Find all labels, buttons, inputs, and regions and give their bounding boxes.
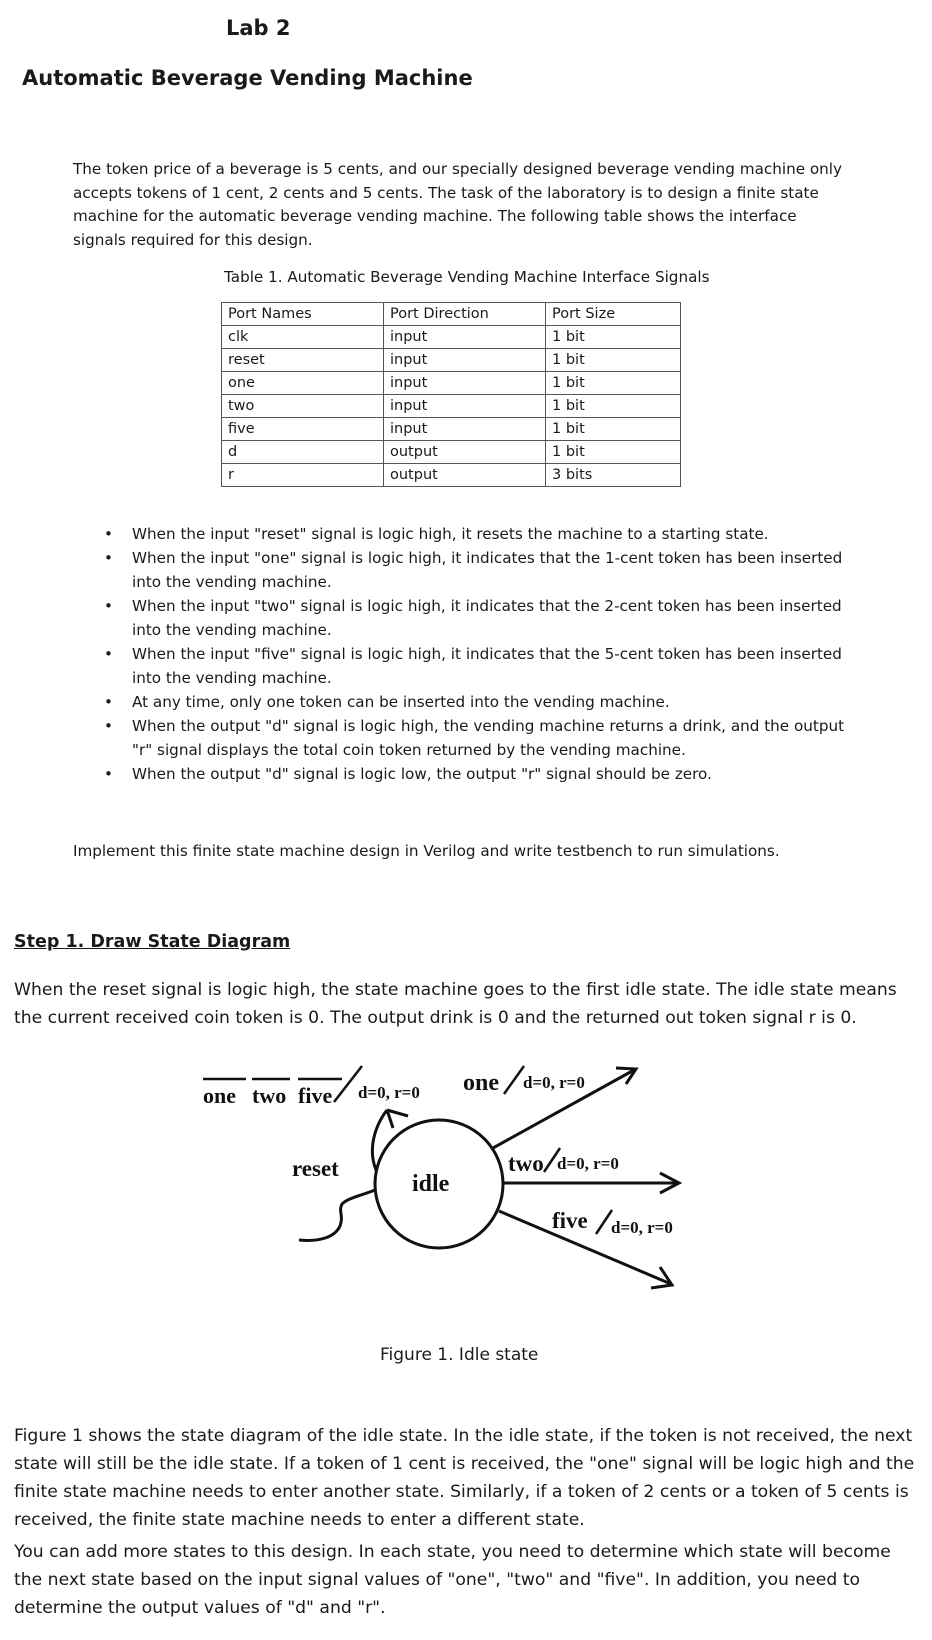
table-cell: input: [384, 349, 546, 372]
document-title: Automatic Beverage Vending Machine: [22, 66, 473, 90]
reset-arrow: [299, 1190, 375, 1240]
table-header-row: [222, 303, 681, 326]
table-cell: 1 bit: [546, 418, 681, 441]
step1-paragraph: When the reset signal is logic high, the state machine goes to the first idle state. The idle state means the current received coin token is 0. The output drink is 0 and the returned out token signal r is 0.: [14, 980, 897, 1028]
table-cell: clk: [222, 326, 384, 349]
figure-explanation-paragraph: Figure 1 shows the state diagram of the idle state. In the idle state, if the token is not received, the next state will still be the idle state. If a token of 1 cent is received, the "one" signal will be logic high and the finite state machine needs to enter another state. Similarly, if a token of 2 cents or a token of 5 cents is received, the finite state machine needs to enter a different state.: [14, 1426, 915, 1530]
table-cell: input: [384, 326, 546, 349]
signal-description-list: [100, 522, 858, 786]
five-transition-output: d=0, r=0: [611, 1218, 673, 1237]
table-cell: 1 bit: [546, 395, 681, 418]
table-cell: d: [222, 441, 384, 464]
table-row: [222, 349, 681, 372]
reset-label: reset: [292, 1156, 339, 1181]
list-item: • When the input "reset" signal is logic high, it resets the machine to a starting state.: [100, 522, 858, 546]
table-cell: output: [384, 441, 546, 464]
list-item: • When the input "five" signal is logic high, it indicates that the 5-cent token has been inserted into the vending machine.: [100, 642, 858, 690]
self-loop-input-one: one: [203, 1083, 236, 1108]
table-row: [222, 418, 681, 441]
list-item: • When the output "d" signal is logic high, the vending machine returns a drink, and the output "r" signal displays the total coin token returned by the vending machine.: [100, 714, 858, 762]
table-cell: input: [384, 395, 546, 418]
table-row: [222, 372, 681, 395]
list-item: • At any time, only one token can be inserted into the vending machine.: [100, 690, 858, 714]
table-row: [222, 441, 681, 464]
table-cell: input: [384, 418, 546, 441]
table-row: [222, 464, 681, 487]
table-row: [222, 395, 681, 418]
table-cell: 3 bits: [546, 464, 681, 487]
additional-states-paragraph: You can add more states to this design. In each state, you need to determine which state will become the next state based on the input signal values of "one", "two" and "five". In addition, you need to determine the output values of "d" and "r".: [14, 1542, 891, 1618]
column-header: Port Size: [546, 303, 681, 326]
list-item: • When the input "one" signal is logic high, it indicates that the 1-cent token has been inserted into the vending machine.: [100, 546, 858, 594]
self-loop-output: d=0, r=0: [358, 1083, 420, 1102]
slash-five: [596, 1210, 612, 1234]
one-transition-input: one: [463, 1070, 499, 1096]
self-loop-input-two: two: [252, 1083, 287, 1108]
two-transition-input: two: [508, 1151, 544, 1176]
intro-paragraph: The token price of a beverage is 5 cents, and our specially designed beverage vending machine only accepts tokens of 1 cent, 2 cents and 5 cents. The task of the laboratory is to design a finite state machine for the automatic beverage vending machine. The following table shows the interface signals required for this design.: [73, 160, 842, 249]
table-cell: one: [222, 372, 384, 395]
self-loop-input-five: five: [298, 1083, 333, 1108]
figure-caption: Figure 1. Idle state: [380, 1345, 539, 1365]
table-cell: two: [222, 395, 384, 418]
slash-one: [504, 1066, 524, 1094]
five-transition-input: five: [552, 1208, 588, 1233]
column-header: Port Names: [222, 303, 384, 326]
idle-state-label: idle: [412, 1171, 450, 1197]
table-row: [222, 326, 681, 349]
self-loop-arrowhead: [387, 1110, 408, 1128]
table-cell: five: [222, 418, 384, 441]
table-cell: 1 bit: [546, 326, 681, 349]
table-cell: reset: [222, 349, 384, 372]
column-header: Port Direction: [384, 303, 546, 326]
table-cell: output: [384, 464, 546, 487]
interface-signals-table: [221, 302, 681, 487]
table-cell: 1 bit: [546, 372, 681, 395]
one-transition-output: d=0, r=0: [523, 1073, 585, 1092]
idle-state-diagram: [190, 1052, 730, 1312]
list-item: • When the input "two" signal is logic high, it indicates that the 2-cent token has been inserted into the vending machine.: [100, 594, 858, 642]
two-transition-output: d=0, r=0: [557, 1154, 619, 1173]
table-cell: 1 bit: [546, 441, 681, 464]
lab-number: Lab 2: [226, 16, 291, 40]
step1-heading: Step 1. Draw State Diagram: [14, 932, 291, 952]
table-cell: r: [222, 464, 384, 487]
table-cell: 1 bit: [546, 349, 681, 372]
list-item: • When the output "d" signal is logic low, the output "r" signal should be zero.: [100, 762, 858, 786]
implementation-note: Implement this finite state machine design in Verilog and write testbench to run simulations.: [73, 842, 780, 860]
table-caption: Table 1. Automatic Beverage Vending Machine Interface Signals: [224, 268, 710, 286]
table-cell: input: [384, 372, 546, 395]
